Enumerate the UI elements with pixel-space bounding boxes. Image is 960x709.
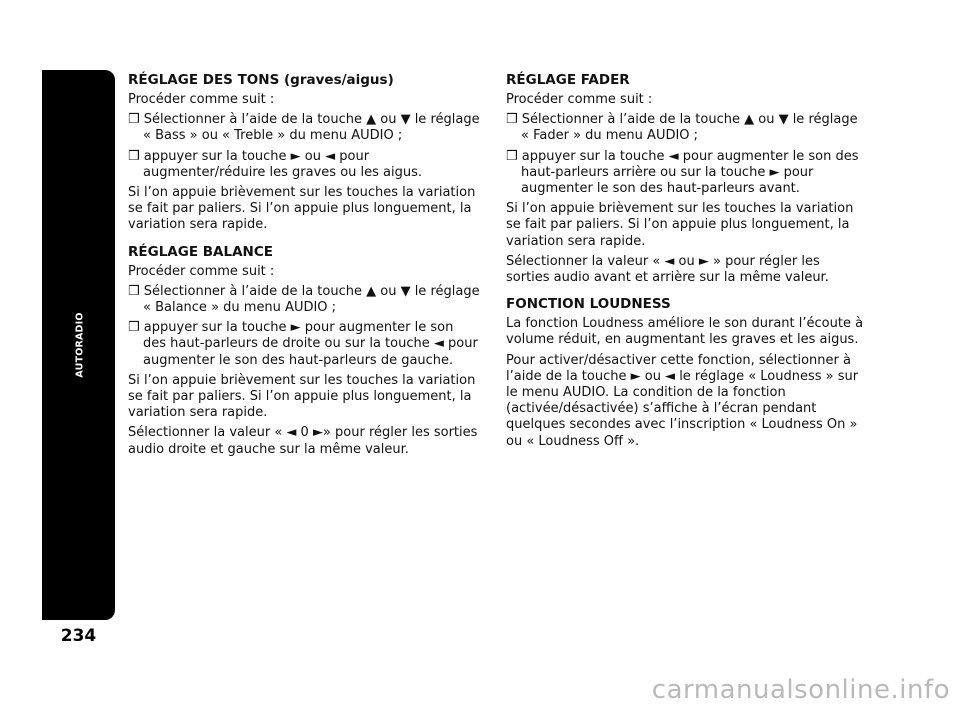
balance-intro: Procéder comme suit : xyxy=(128,263,275,279)
fader-note: Si l’on appuie brièvement sur les touches la variation se fait par paliers. Si l’on appuie plus longuement, la variation sera rapide. xyxy=(506,201,854,249)
fader-step-1: ❒ Sélectionner à l’aide de la touche ▲ ou ▼ le réglage « Fader » du menu AUDIO ; xyxy=(506,112,858,144)
balance-step-1: ❒ Sélectionner à l’aide de la touche ▲ ou ▼ le réglage « Balance » du menu AUDIO ; xyxy=(128,283,480,316)
page-number: 234 xyxy=(60,626,97,646)
loudness-description: La fonction Loudness améliore le son durant l’écoute à volume réduit, en augmentant les graves et les aigus. xyxy=(506,316,864,348)
fader-step-2: ❒ appuyer sur la touche ◄ pour augmenter le son des haut-parleurs arrière ou sur la touche ► pour augmenter le son des haut-parleurs avant. xyxy=(506,148,859,197)
tons-step-1: ❒ Sélectionner à l’aide de la touche ▲ ou ▼ le réglage « Bass » ou « Treble » du menu AUDIO ; xyxy=(128,112,480,144)
right-column xyxy=(506,72,864,454)
fader-intro: Procéder comme suit : xyxy=(506,92,653,107)
tons-intro: Procéder comme suit : xyxy=(128,92,275,107)
watermark: carmanualsonline.info xyxy=(651,675,950,705)
section-title-fader: RÉGLAGE FADER xyxy=(506,72,630,88)
tons-note: Si l’on appuie brièvement sur les touches la variation se fait par paliers. Si l’on appuie plus longuement, la variation sera rapide. xyxy=(128,185,476,233)
section-title-tons: RÉGLAGE DES TONS (graves/aigus) xyxy=(128,72,394,88)
chapter-label: AUTORADIO xyxy=(74,312,86,378)
tons-step-2: ❒ appuyer sur la touche ► ou ◄ pour augmenter/réduire les graves ou les aigus. xyxy=(128,148,423,180)
left-column xyxy=(128,72,480,462)
balance-step-2: ❒ appuyer sur la touche ► pour augmenter le son des haut-parleurs de droite ou sur la touche ◄ pour augmenter le son des haut-parleurs de gauche. xyxy=(128,320,478,368)
loudness-instructions: Pour activer/désactiver cette fonction, sélectionner à l’aide de la touche ► ou ◄ le réglage « Loudness » sur le menu AUDIO. La condition de la fonction (activée/désactivée) s’affiche à l’écran pendant quelques secondes avec l’inscription « Loudness On » ou « Loudness Off ». xyxy=(506,352,859,449)
fader-value-note: Sélectionner la valeur « ◄ ou ► » pour régler les sorties audio avant et arrière sur la même valeur. xyxy=(506,253,829,286)
section-title-balance: RÉGLAGE BALANCE xyxy=(128,243,273,260)
balance-value-note: Sélectionner la valeur « ◄ 0 ►» pour régler les sorties audio droite et gauche sur la même valeur. xyxy=(128,425,478,457)
section-title-loudness: FONCTION LOUDNESS xyxy=(506,296,671,313)
balance-note: Si l’on appuie brièvement sur les touches la variation se fait par paliers. Si l’on appuie plus longuement, la variation sera rapide. xyxy=(128,372,476,421)
